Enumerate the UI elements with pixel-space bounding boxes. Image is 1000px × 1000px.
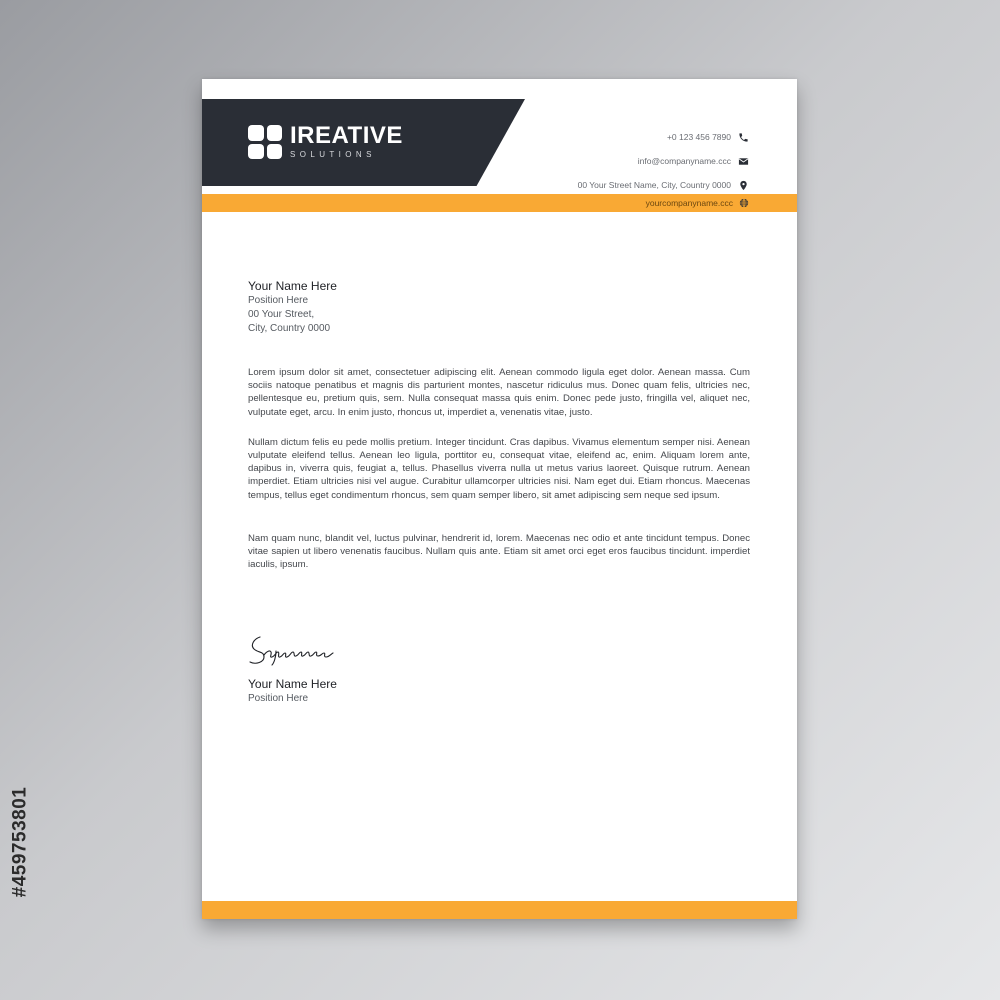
stock-id-text: #459753801 bbox=[9, 786, 31, 898]
website-text: yourcompanyname.ccc bbox=[645, 198, 733, 208]
company-logo bbox=[248, 122, 403, 159]
letter-body bbox=[248, 366, 750, 571]
sender-position: Position Here bbox=[248, 295, 309, 306]
globe-icon bbox=[739, 198, 749, 208]
contact-website bbox=[646, 194, 749, 212]
contact-list bbox=[578, 125, 749, 197]
logo-mark-icon bbox=[248, 125, 282, 159]
brand-name: IREATIVE bbox=[290, 122, 403, 149]
signee-block bbox=[248, 677, 337, 706]
location-pin-icon bbox=[738, 180, 749, 191]
contact-phone-text: +0 123 456 7890 bbox=[666, 132, 731, 142]
contact-phone bbox=[667, 125, 749, 149]
body-paragraph: Nullam dictum felis eu pede mollis pretium. Integer tincidunt. Cras dapibus. Vivamus elementum semper nisi. Aenean vulputate eleifend tellus. Aenean leo ligula, porttitor eu, consequat vitae, eleifend ac, enim. Aliquam lorem ante, dapibus in, viverra quis, feugiat a, tellus. Phasellus viverra nulla ut metus varius laoreet. Quisque rutrum. Aenean imperdiet. Etiam ultricies nisi vel augue. Curabitur ullamcorper ultricies nisi. Nam eget dui. Etiam rhoncus. Maecenas tempus, tellus eget condimentum rhoncus, sem quam semper libero, sit amet adipiscing sem neque sed ipsum. bbox=[248, 436, 750, 501]
sender-block bbox=[248, 279, 337, 336]
sender-street: 00 Your Street, bbox=[248, 309, 315, 320]
envelope-icon bbox=[738, 156, 749, 167]
body-paragraph: Nam quam nunc, blandit vel, luctus pulvinar, hendrerit id, lorem. Maecenas nec odio et ante tincidunt tempus. Donec vitae sapien ut libero venenatis faucibus. Nullam quis ante. Etiam sit amet orci eget eros faucibus tincidunt. imperdiet iaculis, ipsum. bbox=[248, 532, 750, 571]
contact-email-text: info@companyname.ccc bbox=[637, 156, 731, 166]
signee-position: Position Here bbox=[248, 693, 309, 704]
handwritten-signature bbox=[246, 629, 358, 669]
stock-id-label bbox=[8, 762, 32, 922]
phone-icon bbox=[738, 132, 749, 143]
letterhead-page bbox=[202, 79, 797, 919]
body-paragraph: Lorem ipsum dolor sit amet, consectetuer adipiscing elit. Aenean commodo ligula eget dolor. Aenean massa. Cum sociis natoque penatibus et magnis dis parturient montes, nascetur ridiculus mus. Donec quam felis, ultricies nec, pellentesque eu, pretium quis, sem. Nulla consequat massa quis enim. Donec pede justo, fringilla vel, aliquet nec, vulputate eget, arcu. In enim justo, rhoncus ut, imperdiet a, venenatis vitae, justo. bbox=[248, 367, 750, 418]
sender-name: Your Name Here bbox=[248, 279, 337, 293]
footer-accent-bar bbox=[202, 901, 797, 919]
sender-city: City, Country 0000 bbox=[248, 323, 331, 334]
contact-email bbox=[638, 149, 749, 173]
signee-name: Your Name Here bbox=[248, 677, 337, 691]
brand-tagline: SOLUTIONS bbox=[290, 150, 376, 159]
header-accent-bar bbox=[202, 194, 797, 212]
contact-address-text: 00 Your Street Name, City, Country 0000 bbox=[577, 180, 731, 190]
